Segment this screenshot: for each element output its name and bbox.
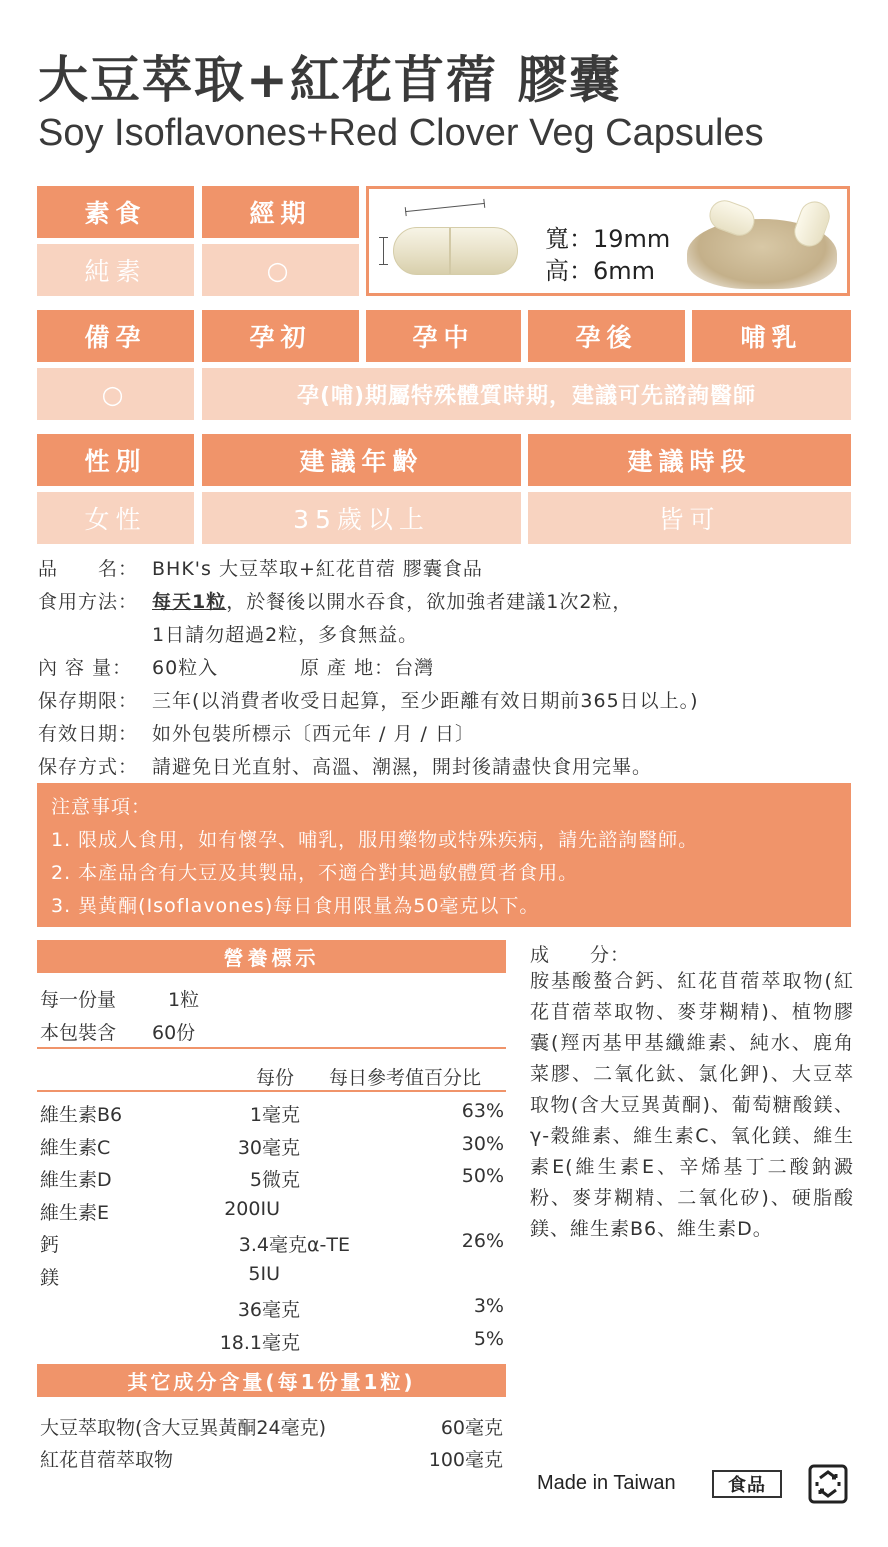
info-origin	[300, 653, 434, 680]
package-label: 本包裝含	[40, 1022, 117, 1044]
prep-header: 備孕	[37, 310, 194, 362]
info-label: 品 名：	[38, 558, 139, 580]
age-value: 35歲以上	[202, 492, 521, 544]
nutrient-amount: 18.1毫克	[219, 1332, 300, 1354]
info-value: 60粒入	[152, 657, 219, 679]
nutrient-amount: 5IU	[248, 1263, 280, 1285]
other-title: 其它成分含量(每1份量1粒)	[37, 1364, 506, 1397]
info-value: 台灣	[394, 657, 435, 679]
breastfeeding-header: 哺乳	[692, 310, 851, 362]
nutrient-daily-value: 26%	[461, 1230, 504, 1252]
nutrient-amount: 30毫克	[237, 1137, 300, 1159]
mid-pregnancy-header: 孕中	[366, 310, 521, 362]
info-value: ，於餐後以開水吞食，欲加強者建議1次2粒，	[226, 591, 633, 613]
other-name: 大豆萃取物(含大豆異黃酮24毫克)	[40, 1417, 327, 1439]
early-pregnancy-header: 孕初	[202, 310, 359, 362]
info-value: 三年(以消費者收受日起算，至少距離有效日期前365日以上。)	[152, 690, 699, 712]
notice-item: 2. 本產品含有大豆及其製品，不適合對其過敏體質者食用。	[51, 862, 579, 884]
width-dimension-icon	[405, 203, 485, 212]
divider	[37, 1047, 506, 1049]
nutrient-daily-value: 3%	[473, 1295, 504, 1317]
nutrient-name: 鈣	[40, 1234, 60, 1256]
nutrient-name: 維生素E	[40, 1202, 110, 1224]
nutrient-daily-value: 30%	[461, 1133, 504, 1155]
nutrient-amount: 36毫克	[237, 1299, 300, 1321]
product-title-zh: 大豆萃取+紅花苜蓿 膠囊	[38, 51, 622, 109]
product-title-en: Soy Isoflavones+Red Clover Veg Capsules	[38, 112, 764, 154]
info-value: BHK's 大豆萃取+紅花苜蓿 膠囊食品	[152, 558, 483, 580]
other-amount: 60毫克	[440, 1417, 503, 1439]
info-label: 有效日期：	[38, 723, 139, 745]
info-label: 原 產 地：	[300, 657, 395, 679]
notice-title: 注意事項：	[51, 796, 152, 818]
age-header: 建議年齡	[202, 434, 521, 486]
info-usage-line2: 1日請勿超過2粒，多食無益。	[152, 624, 419, 646]
nutrient-daily-value: 50%	[461, 1165, 504, 1187]
info-label: 內 容 量：	[38, 657, 133, 679]
info-shelf-life	[38, 686, 699, 713]
package-value: 60份	[152, 1022, 196, 1044]
vegan-header: 素食	[37, 186, 194, 238]
time-value: 皆可	[528, 492, 851, 544]
col-daily-value: 每日參考值百分比	[329, 1067, 482, 1089]
capsule-illustration	[393, 227, 518, 275]
info-value: 如外包裝所標示〔西元年 / 月 / 日〕	[152, 723, 475, 745]
gender-value: 女性	[37, 492, 194, 544]
info-content	[38, 653, 218, 680]
nutrient-amount: 200IU	[224, 1198, 280, 1220]
gender-header: 性別	[37, 434, 194, 486]
other-amount: 100毫克	[428, 1449, 503, 1471]
height-dimension-icon	[383, 237, 384, 265]
info-label: 保存方式：	[38, 756, 139, 778]
nutrient-amount: 3.4毫克α-TE	[238, 1234, 350, 1256]
info-label: 食用方法：	[38, 591, 139, 613]
divider	[37, 1090, 506, 1092]
capsule-height: 高：6mm	[545, 257, 656, 285]
capsule-width: 寬：19mm	[545, 225, 671, 253]
made-in-taiwan: Made in Taiwan	[537, 1472, 676, 1494]
recycle-icon	[808, 1464, 848, 1504]
info-storage	[38, 752, 652, 779]
notice-item: 3. 異黃酮(Isoflavones)每日食用限量為50毫克以下。	[51, 895, 540, 917]
time-header: 建議時段	[528, 434, 851, 486]
nutrient-name: 維生素B6	[40, 1104, 123, 1126]
nutrient-amount: 5微克	[249, 1169, 300, 1191]
period-header: 經期	[202, 186, 359, 238]
nutrient-daily-value: 63%	[461, 1100, 504, 1122]
pregnancy-note: 孕(哺)期屬特殊體質時期，建議可先諮詢醫師	[202, 368, 851, 420]
capsule-image-panel	[366, 186, 850, 296]
usage-highlight: 每天1粒	[152, 591, 227, 613]
prep-value: ○	[37, 368, 194, 420]
notice-box	[37, 783, 851, 927]
period-value: ○	[202, 244, 359, 296]
info-expiry	[38, 719, 475, 746]
info-name	[38, 554, 483, 581]
info-label: 保存期限：	[38, 690, 139, 712]
vegan-value: 純素	[37, 244, 194, 296]
serving-value: 1粒	[168, 989, 200, 1011]
nutrient-name: 維生素D	[40, 1169, 112, 1191]
nutrition-title: 營養標示	[37, 940, 506, 973]
other-name: 紅花苜蓿萃取物	[40, 1449, 174, 1471]
nutrient-name: 鎂	[40, 1267, 60, 1289]
serving-label: 每一份量	[40, 989, 117, 1011]
late-pregnancy-header: 孕後	[528, 310, 685, 362]
notice-item: 1. 限成人食用，如有懷孕、哺乳，服用藥物或特殊疾病，請先諮詢醫師。	[51, 829, 699, 851]
ingredients-title: 成 分：	[530, 944, 631, 966]
nutrient-daily-value: 5%	[473, 1328, 504, 1350]
info-value: 請避免日光直射、高溫、潮濕，開封後請盡快食用完畢。	[152, 756, 653, 778]
food-badge: 食品	[712, 1470, 782, 1498]
col-per-serving: 每份	[256, 1067, 295, 1089]
ingredients-body: 胺基酸螯合鈣、紅花苜蓿萃取物(紅花苜蓿萃取物、麥芽糊精)、植物膠囊(羥丙基甲基纖維素、純水、鹿角菜膠、二氧化鈦、氯化鉀)、大豆萃取物(含大豆異黃酮)、葡萄糖酸鎂、γ-穀維素、維生素C、氧化鎂、維生素E(維生素E、辛烯基丁二酸鈉澱粉、麥芽糊精、二氧化矽)、硬脂酸鎂、維生素B6、維生素D。	[530, 970, 854, 1240]
nutrient-name: 維生素C	[40, 1137, 111, 1159]
info-usage	[38, 587, 632, 614]
nutrient-amount: 1毫克	[249, 1104, 300, 1126]
